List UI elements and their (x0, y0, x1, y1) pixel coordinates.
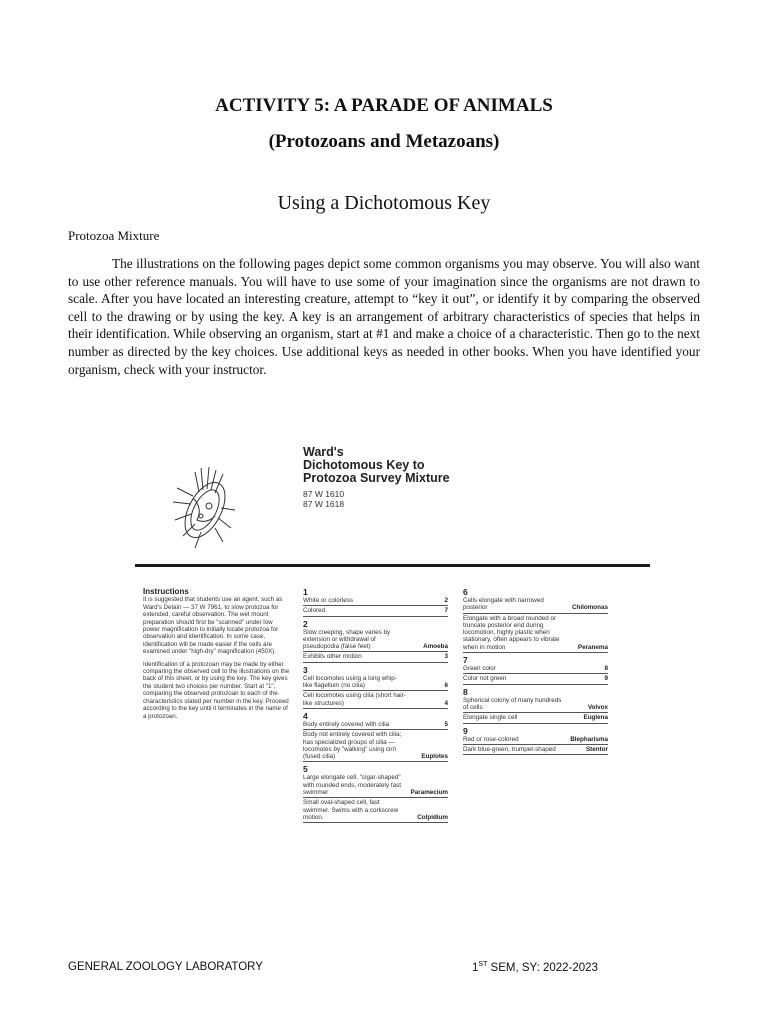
key-choice-text: Body not entirely covered with cilia; has specialized groups of cilia — locomotes by "walking" using cirri (fused cilia) (303, 731, 402, 761)
key-choice-row (303, 731, 448, 762)
key-step-number: 2 (303, 618, 308, 629)
footer-left: GENERAL ZOOLOGY LABORATORY (68, 961, 263, 973)
subsection-label: Protozoa Mixture (68, 228, 160, 243)
protozoan-illustration (163, 458, 243, 558)
key-group (463, 588, 608, 653)
key-group (463, 688, 608, 724)
key-group (463, 727, 608, 756)
key-choice-result: Paramecium (410, 789, 448, 797)
key-group (303, 765, 448, 823)
key-group (303, 712, 448, 762)
instructions-paragraph: Identification of a protozoan may be made by either comparing the observed cell to the illustrations on the back of this sheet, or by using the key. The key gives the student two choices per number. Start at "1", comparing the observed protozoan to each of the characteristics stated per number in the key. Proceed according to the key until it terminates in the name of a protozoan. (143, 660, 290, 720)
footer-right (472, 961, 598, 974)
key-choice-text: Spherical colony of many hundreds of cells (463, 696, 562, 711)
key-choice-text: Dark blue-green, trumpet-shaped (463, 745, 556, 753)
key-choice-row (463, 675, 608, 684)
key-choice-row (463, 714, 608, 723)
key-choice-text: Color not green (463, 675, 507, 683)
key-title-line: Dichotomous Key to (303, 458, 425, 472)
key-choice-row (463, 736, 608, 745)
key-step-number: 6 (463, 587, 468, 597)
key-step-number: 4 (303, 710, 308, 721)
key-step-number: 8 (463, 686, 468, 697)
key-choice-result: Colpidium (417, 813, 448, 821)
key-choice-result: Volvox (587, 703, 608, 711)
key-choice-row (303, 597, 448, 606)
scanned-key-image (130, 438, 660, 888)
key-choice-text: Cell locomotes using a long whip-like flagellum (no cilia) (303, 674, 397, 690)
key-choice-text: Colored (303, 607, 326, 615)
key-choice-row (303, 721, 448, 730)
key-group (303, 620, 448, 663)
key-choice-text: Red or rose-colored (463, 735, 519, 743)
key-choice-row (303, 675, 448, 692)
key-title (303, 446, 450, 485)
key-step-number: 7 (463, 655, 468, 666)
key-choice-text: Elongate with a broad rounded or truncate posterior end during locomotion, highly plastic when stationary, often appears to vibrate when in motion (463, 614, 560, 651)
key-choice-text: Cells elongate with narrowed posterior (463, 597, 544, 612)
key-choice-result: 4 (444, 699, 448, 707)
key-choice-row (303, 607, 448, 616)
key-choice-result: 2 (444, 597, 448, 604)
key-group (303, 666, 448, 709)
key-choice-result: Peranema (577, 643, 608, 651)
key-title-line: Ward's (303, 445, 344, 459)
divider-rule (135, 564, 650, 567)
document-subtitle: (Protozoans and Metazoans) (268, 131, 500, 152)
key-choice-row (303, 799, 448, 823)
key-choice-row (303, 629, 448, 653)
key-choice-result: Amoeba (423, 643, 448, 651)
body-paragraph: The illustrations on the following pages depict some common organisms you may observe. You will also want to use other reference manuals. You will have to use some of your imagination since the organisms are not drawn to scale. After you have located an interesting creature, attempt to “key it out”, or identify it by comparing the observed cell to the drawing or by using the key. A key is an arrangement of arbitrary characteristics of species that helps in their identification. While observing an organism, start at #1 and make a choice of a characteristic. Then go to the next number as directed by the key choices. Use additional keys as needed in other books. When you have identified your organism, check with your instructor. (68, 256, 700, 377)
catalog-number: 87 W 1610 (303, 489, 345, 499)
key-choice-result: Euglena (583, 714, 608, 722)
key-choice-row (463, 665, 608, 674)
footer-semester-suffix: ST (478, 961, 488, 968)
key-choice-row (463, 597, 608, 614)
key-choice-result: Blepharisma (570, 735, 608, 743)
key-choice-result: 3 (444, 653, 448, 661)
key-column-right (463, 588, 608, 758)
key-group (303, 588, 448, 617)
footer-semester-number: 1 (472, 961, 479, 974)
document-title: ACTIVITY 5: A PARADE OF ANIMALS (215, 95, 553, 116)
key-choice-result: 7 (444, 607, 448, 615)
key-choice-text: Cell locomotes using cilia (short hair-like structures) (303, 692, 406, 707)
key-title-line: Protozoa Survey Mixture (303, 471, 450, 485)
key-step-number: 5 (303, 764, 308, 775)
key-choice-row (463, 697, 608, 714)
key-choice-result: 6 (444, 682, 448, 690)
key-choice-result: 8 (604, 665, 608, 673)
key-choice-text: Elongate single cell (463, 714, 518, 722)
key-choice-row (303, 774, 448, 798)
key-choice-text: Body entirely covered with cilia (303, 720, 390, 728)
key-choice-row (463, 615, 608, 653)
key-choice-text: White or colorless (303, 597, 354, 604)
key-choice-result: Stentor (585, 745, 608, 753)
key-step-number: 1 (303, 587, 308, 597)
key-choice-result: 5 (444, 720, 448, 728)
instructions-heading: Instructions (143, 587, 189, 596)
key-choice-text: Slow creeping, shape varies by extension or withdrawal of pseudopodia (false feet) (303, 628, 391, 651)
key-group (463, 656, 608, 685)
key-choice-row (303, 692, 448, 709)
instructions-block (143, 588, 291, 725)
footer-school-year: SEM, SY: 2022-2023 (487, 961, 598, 974)
key-choice-row (303, 653, 448, 662)
key-choice-text: Large elongate cell, "cigar-shaped" with rounded ends, moderately fast swimmer (303, 774, 402, 797)
key-choice-result: 9 (604, 675, 608, 683)
key-choice-row (463, 746, 608, 755)
section-heading: Using a Dichotomous Key (277, 192, 491, 214)
key-choice-result: Euplotes (421, 753, 448, 761)
instructions-paragraph: It is suggested that students use an agent, such as Ward's Detain — 37 W 7961, to slow protozoa for extended, careful observation. The wet mount preparation should first be "scanned" under low power magnification to initially locate protozoa for observation and identification. In some case, identification will be made easier if the cells are examined under "high-dry" magnification (450X). (143, 596, 283, 656)
key-step-number: 9 (463, 725, 468, 736)
key-choice-text: Small oval-shaped cell, fast swimmer. Swims with a corkscrew motion. (303, 799, 399, 821)
key-step-number: 3 (303, 664, 308, 675)
key-column-left (303, 588, 448, 826)
catalog-number: 87 W 1618 (303, 499, 345, 509)
key-choice-result: Chilomonas (571, 604, 608, 612)
key-choice-text: Green color (463, 665, 496, 673)
key-choice-text: Exhibits other motion (303, 653, 362, 661)
